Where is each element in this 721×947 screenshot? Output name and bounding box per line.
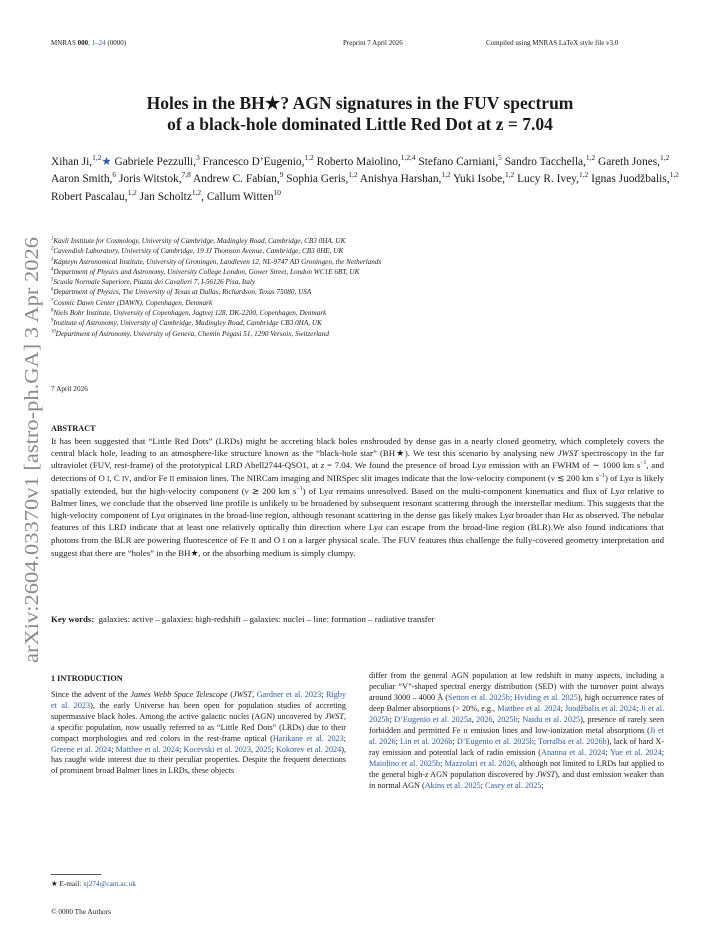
footnote-rule <box>51 874 101 875</box>
keywords: Key words: galaxies: active – galaxies: high-redshift – galaxies: nuclei – line: formation – radiative transfer <box>51 614 435 624</box>
body-column-right: differ from the general AGN population at low redshift in many aspects, including a peculiar “V”-shaped spectral energy distribution (SED) with the turnover point always around 3000 – 4000 Å (Setton et al. 2025b; Hviding et al. 2025), high occurrence rates of deep Balmer absorptions (> 20%, e.g., Matthee et al. 2024; Juodžbalis et al. 2024; Ji et al. 2025b; D’Eugenio et al. 2025a, 2026, 2025b; Naidu et al. 2025), presence of rarely seen forbidden and permitted Fe II emission lines and low-ionization metal absorptions (Ji et al. 2026; Lin et al. 2026b; D’Eugenio et al. 2025b; Torralba et al. 2026b), lack of hard X-ray emission and potential lack of radio emission (Ananna et al. 2024; Yue et al. 2024; Maiolino et al. 2025b; Mazzolari et al. 2026, although not limited to LRDs but applied to the general high-z AGN population discovered by JWST), and dust emission weaker than in normal AGN (Akins et al. 2025; Casey et al. 2025; <box>369 671 665 791</box>
affiliation-list <box>51 236 671 339</box>
abstract-heading: ABSTRACT <box>51 424 96 433</box>
arxiv-identifier: arXiv:2604.03370v1 [astro-ph.GA] 3 Apr 2026 <box>22 293 43 663</box>
affiliation-item: $^1$Kavli Institute for Cosmology, University of Cambridge, Madingley Road, Cambridge, CB3 0HA, UK <box>51 236 346 245</box>
compile-note: Compiled using MNRAS LaTeX style file v3.0 <box>486 39 619 47</box>
journal-reference: MNRAS 000, 1–24 (0000) <box>51 39 127 47</box>
copyright: © 0000 The Authors <box>51 907 111 916</box>
preprint-date: Preprint 7 April 2026 <box>343 39 403 47</box>
page-range-link[interactable]: , 1–24 <box>88 39 106 47</box>
paper-title: Holes in the BH★? AGN signatures in the FUV spectrum of a black-hole dominated Little Red Dot at z = 7.04 <box>146 93 574 134</box>
abstract-text: It has been suggested that “Little Red Dots” (LRDs) might be accreting black holes enshrouded by dense gas in a nearly closed geometry, which completely covers the central black hole, leading to an atmosphere-like structure known as the “black-hole star” (BH★). We test this scenario by analysing new JWST spectroscopy in the far ultraviolet (FUV, rest-frame) of the prototypical LRD Abell2744-QSO1, at z = 7.04. We found the presence of broad Lyα emission with an FWHM of ∼ 1000 km $s^{-1}$, and detections of O I, C IV, and/or Fe II emission lines. The NIRCam imaging and NIRSpec slit images indicate that the low-velocity component (v ≲ 200 km $s^{-1}$) of Lyα is likely spatially extended, but the high-velocity component (v ≳ 200 km $s^{-1}$) of Lyα remains unresolved. Based on the multi-component kinematics and flux of Lyα relative to Balmer lines, we conclude that the observed line profile is unlikely to be broadened by subsequent resonant scattering through the interstellar medium. This suggests that the high-velocity component of Lyα originates in the broad-line region, although resonant scattering in the dense gas likely makes Lyα broader than Hα as observed. The nebular features of this LRD indicate that at least one relatively optically thin direction where Lyα can escape from the broad-line region (BLR).We also found indications that photons from the BLR are powering fluorescence of Fe II and O I on a larger physical scale. The FUV features thus challenge the fully-covered geometry interpretation and suggest that there are “holes” in the BH★, or the absorbing medium is simply clumpy. <box>51 436 665 558</box>
affiliation-item: $^8$Niels Bohr Institute, University of Copenhagen, Jagtvej 128, DK-2200, Copenhagen, Denmark <box>51 308 327 318</box>
affiliation-item: $^7$Cosmic Dawn Center (DAWN), Copenhagen, Denmark <box>51 298 213 307</box>
body-column-left: Since the advent of the James Webb Space Telescope (JWST, Gardner et al. 2023; Rigby et al. 2023), the early Universe has been open for population studies of accreting supermassive black holes. Among the active galactic nuclei (AGN) uncovered by JWST, a specific population, now usually referred to as “Little Red Dots” (LRDs) due to their compact morphologies and red colors in the rest-frame optical (Harikane et al. 2023; Greene et al. 2024; Matthee et al. 2024; Kocevski et al. 2023, 2025; Kokorev et al. 2024), has caught wide interest due to their peculiar properties. Despite the frequent detections of prominent broad Balmer lines in LRDs, these objects <box>51 690 347 776</box>
affiliation-item: $^4$Department of Physics and Astronomy, University College London, Gower Street, London WC1E 6BT, UK <box>51 267 360 276</box>
author-list: Xihan Ji,$^{1,2}$★ Gabriele Pezzulli,$^3$ Francesco D’Eugenio,$^{1,2}$ Roberto Maiolino,$^{1,2,4}$ Stefano Carniani,$^5$ Sandro Tacchella,$^{1,2}$ Gareth Jones,$^{1,2}$ Aaron Smith,$^6$ Joris Witstok,$^{7,8}$ Andrew C. Fabian,$^9$ Sophia Geris,$^{1,2}$ Anishya Harshan,$^{1,2}$ Yuki Isobe,$^{1,2}$ Lucy R. Ivey,$^{1,2}$ Ignas Juodžbalis,$^{1,2}$ Robert Pascalau,$^{1,2}$ Jan Scholtz$^{1,2}$, Callum Witten$^{10}$ <box>51 153 679 203</box>
affiliation-item: $^3$Kapteyn Astronomical Institute, University of Groningen, Landleven 12, NL-9747 AD Groningen, the Netherlands <box>51 257 382 266</box>
submission-date: 7 April 2026 <box>51 384 88 393</box>
affiliation-item: $^5$Scuola Normale Superiore, Piazza dei Cavalieri 7, I-56126 Pisa, Italy <box>51 277 256 287</box>
footnote: ★ E-mail: xj274@cam.ac.uk <box>51 879 136 888</box>
arxiv-stamp <box>4 235 54 665</box>
affiliation-item: $^6$Department of Physics, The University of Texas at Dallas, Richardson, Texas 75080, USA <box>51 288 312 297</box>
affiliation-item: $^{10}$Department of Astronomy, University of Geneva, Chemin Pegasi 51, 1290 Versoix, Switzerland <box>51 329 329 338</box>
email-link[interactable]: xj274@cam.ac.uk <box>83 879 136 888</box>
affiliation-item: $^2$Cavendish Laboratory, University of Cambridge, 19 JJ Thomson Avenue, Cambridge, CB3 0HE, UK <box>51 246 344 256</box>
affiliation-item: $^9$Institute of Astronomy, University of Cambridge, Madingley Road, Cambridge CB3 0HA, UK <box>51 318 322 328</box>
section-heading: 1 INTRODUCTION <box>51 674 123 683</box>
